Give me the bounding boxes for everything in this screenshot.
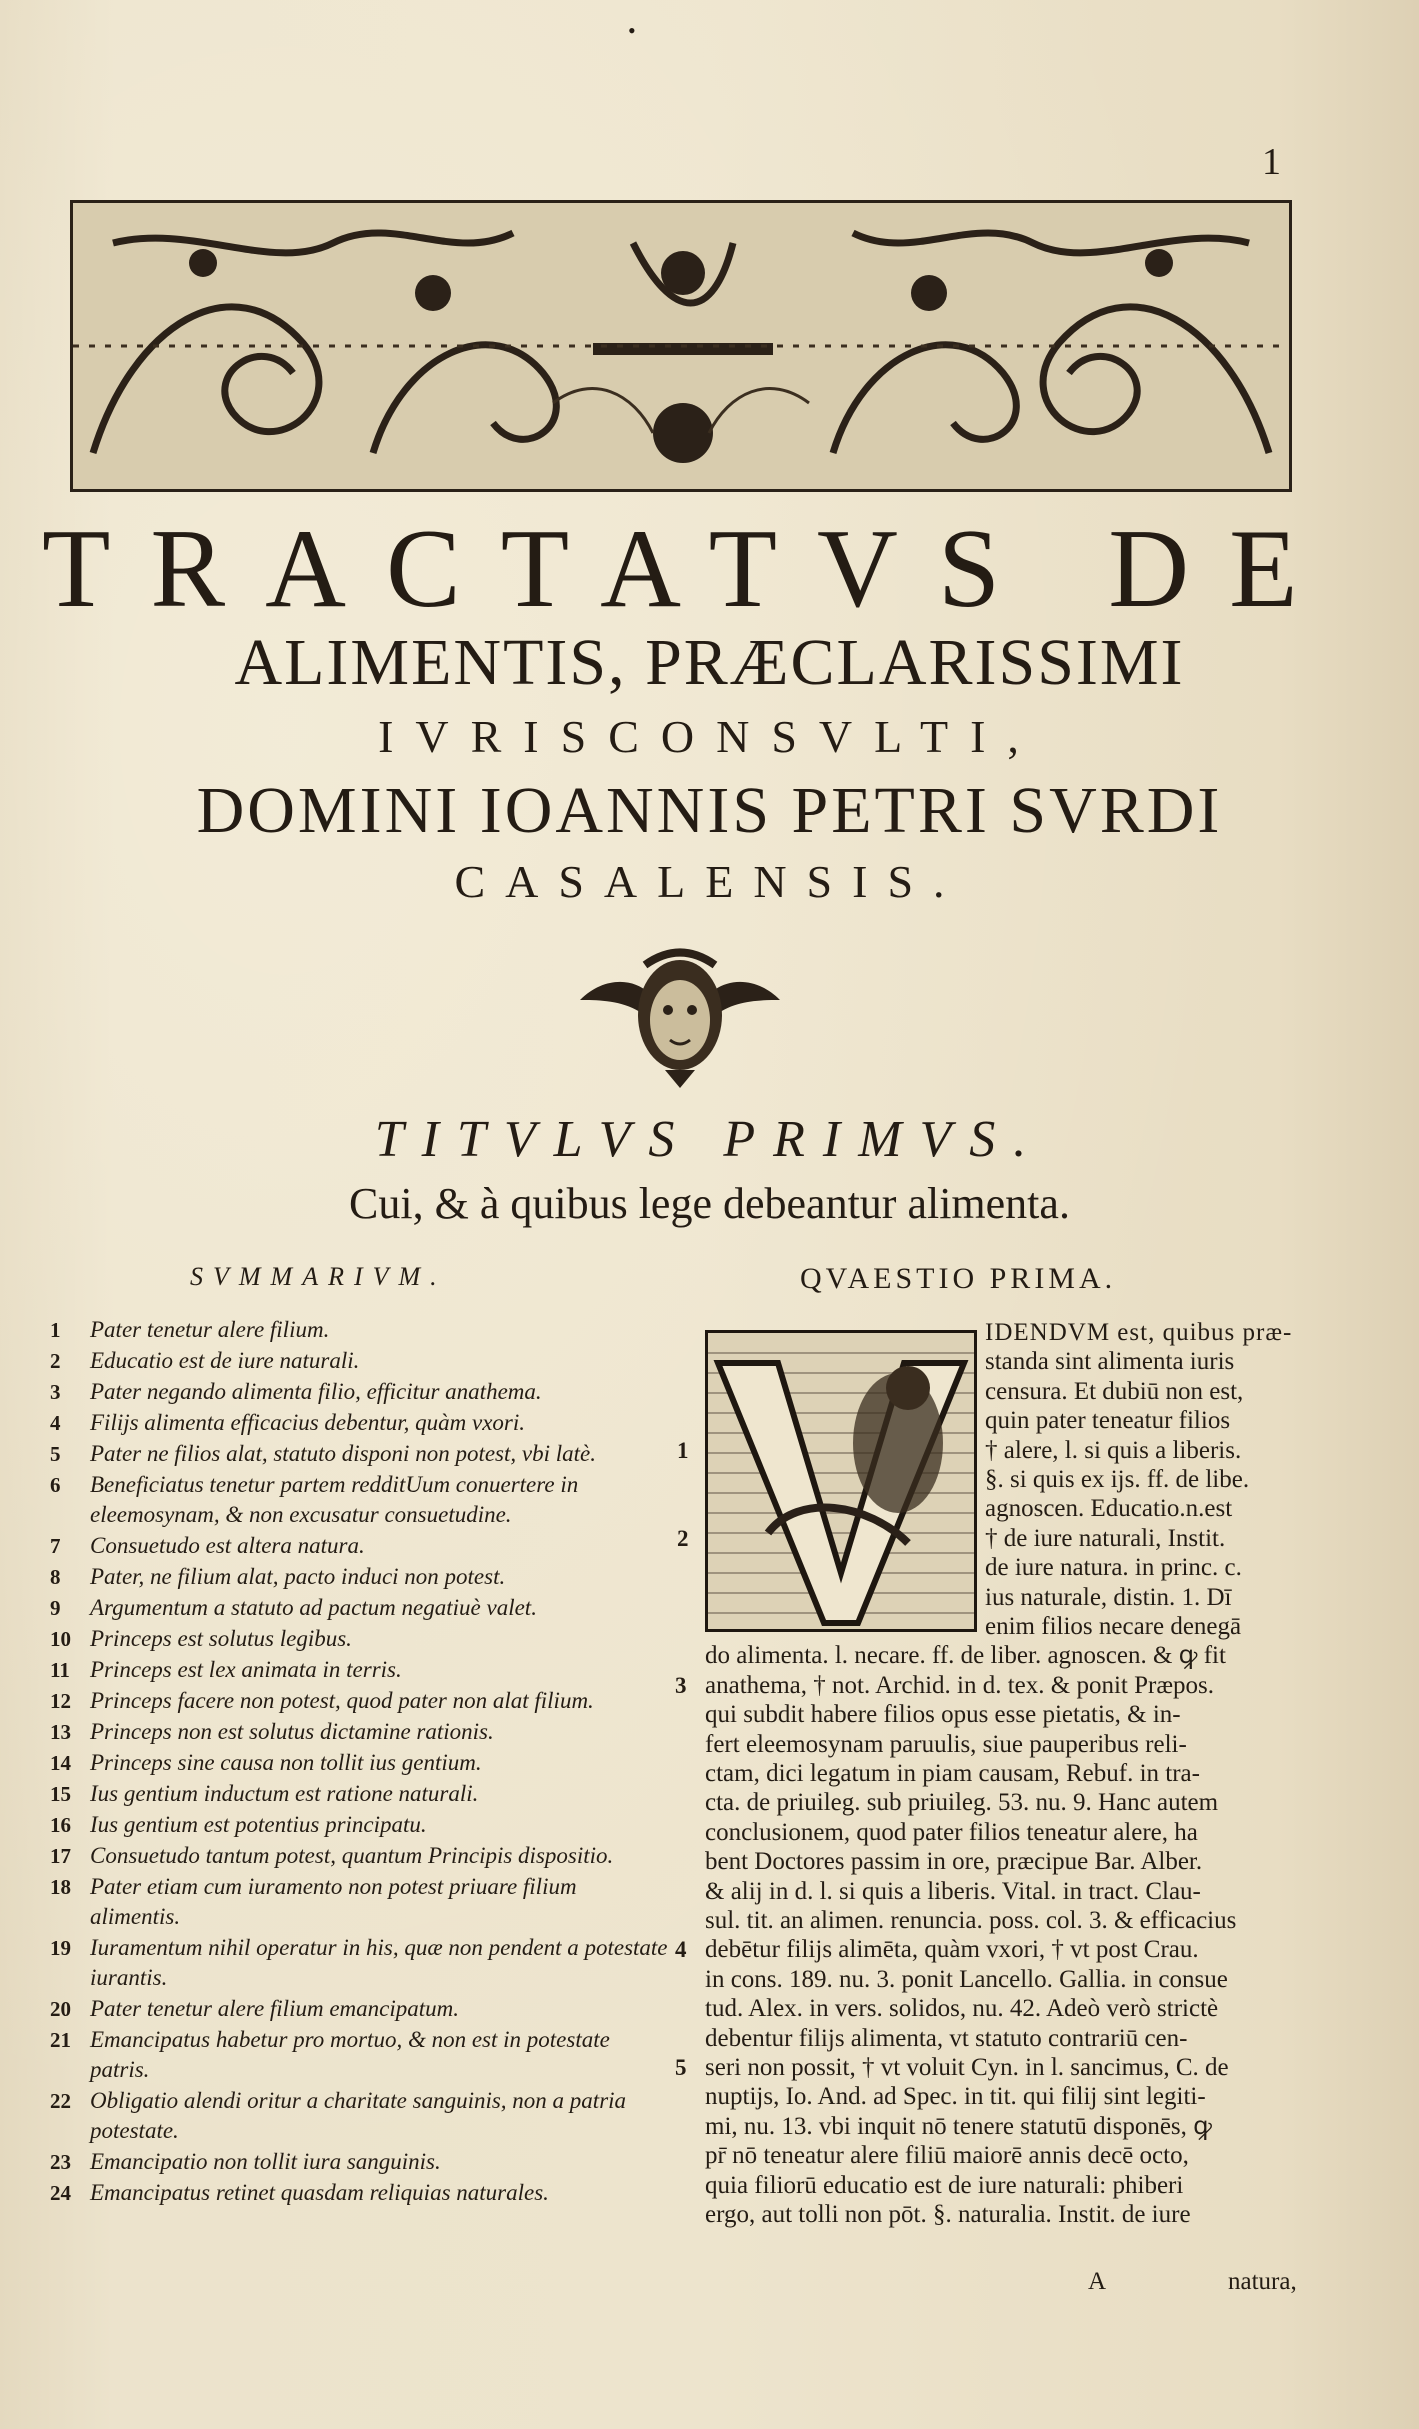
body-text-line: §. si quis ex ijs. ff. de libe. xyxy=(985,1466,1250,1493)
body-text-line: anathema, † not. Archid. in d. tex. & ponit Præpos. xyxy=(705,1671,1214,1699)
summary-item xyxy=(50,2086,670,2146)
body-text-line: ctam, dici legatum in piam causam, Rebuf. in tra- xyxy=(705,1760,1200,1787)
summary-item xyxy=(50,2178,670,2208)
summary-item-text: Ius gentium est potentius principatu. xyxy=(90,1812,427,1837)
summary-item-text: Emancipatus habetur pro mortuo, & non est in potestate patris. xyxy=(90,2027,610,2082)
body-text-line: † de iure naturali, Instit. xyxy=(985,1524,1226,1552)
summary-item-number: 10 xyxy=(50,1627,71,1651)
body-text-line: debentur filijs alimenta, vt statuto contrariū cen- xyxy=(705,2024,1188,2052)
body-text-line: conclusionem, quod pater filios teneatur alere, ha xyxy=(705,1818,1198,1846)
summary-item-text: Princeps est lex animata in terris. xyxy=(90,1657,402,1682)
summary-item-number: 3 xyxy=(50,1380,61,1404)
catchword: natura, xyxy=(1228,2268,1297,2295)
summary-item-text: Argumentum a statuto ad pactum negatiuè valet. xyxy=(90,1595,537,1620)
title-line-1: TRACTATVS DE xyxy=(42,507,1338,631)
summarium-heading: SVMMARIVM. xyxy=(190,1262,447,1291)
quaestio-heading: QVAESTIO PRIMA. xyxy=(800,1262,1117,1295)
summary-item xyxy=(50,1994,670,2024)
summary-item xyxy=(50,1439,670,1469)
summary-item-number: 2 xyxy=(50,1349,61,1373)
summary-item xyxy=(50,1531,670,1561)
summary-item xyxy=(50,2147,670,2177)
body-text-line: seri non possit, † vt voluit Cyn. in l. sancimus, C. de xyxy=(705,2054,1229,2081)
summary-item xyxy=(50,2025,670,2085)
summary-item-number: 14 xyxy=(50,1751,71,1775)
body-text-line: IDENDVM est, quibus præ- xyxy=(985,1319,1293,1346)
body-text-line: bent Doctores passim in ore, præcipue Bar. Alber. xyxy=(705,1848,1203,1876)
body-text-line: in cons. 189. nu. 3. ponit Lancello. Gallia. in consue xyxy=(705,1965,1228,1993)
margin-note-number: 1 xyxy=(677,1437,689,1463)
page-mark: • xyxy=(628,18,636,43)
title-line-4: DOMINI IOANNIS PETRI SVRDI xyxy=(196,774,1223,847)
summary-item xyxy=(50,1779,670,1809)
woodcut-initial-v-icon xyxy=(705,1330,977,1632)
summary-item-text: Emancipatus retinet quasdam reliquias naturales. xyxy=(90,2180,549,2205)
signature-mark: A xyxy=(1088,2268,1107,2295)
summary-item-number: 1 xyxy=(50,1318,61,1342)
summary-item-text: Pater tenetur alere filium emancipatum. xyxy=(90,1996,459,2021)
summary-item xyxy=(50,1346,670,1376)
summary-item xyxy=(50,1470,670,1530)
summary-item-text: Emancipatio non tollit iura sanguinis. xyxy=(90,2149,441,2174)
summary-item xyxy=(50,1593,670,1623)
body-text-line: censura. Et dubiū non est, xyxy=(985,1377,1244,1405)
summary-item xyxy=(50,1624,670,1654)
body-text-line: do alimenta. l. necare. ff. de liber. agnoscen. & ꝙ fit xyxy=(705,1642,1226,1670)
body-text-line: quia filiorū educatio est de iure naturali: phiberi xyxy=(705,2171,1184,2199)
titulus-subtitle: Cui, & à quibus lege debeantur alimenta. xyxy=(349,1179,1070,1228)
summary-item xyxy=(50,1686,670,1716)
summary-item-number: 13 xyxy=(50,1720,71,1744)
summary-item-number: 17 xyxy=(50,1844,71,1868)
body-text-line: standa sint alimenta iuris xyxy=(985,1348,1235,1376)
summary-item xyxy=(50,1841,670,1871)
summary-item-number: 16 xyxy=(50,1813,71,1837)
summary-item-number: 4 xyxy=(50,1411,61,1435)
summary-item-number: 7 xyxy=(50,1534,61,1558)
summary-item-text: Pater negando alimenta filio, efficitur anathema. xyxy=(90,1379,542,1404)
summary-item-number: 11 xyxy=(50,1658,70,1682)
summary-item-text: Obligatio alendi oritur a charitate sanguinis, non a patria potestate. xyxy=(90,2088,627,2143)
summary-item xyxy=(50,1377,670,1407)
title-line-3: IVRISCONSVLTI, xyxy=(378,711,1041,762)
body-text-line: enim filios necare denegā xyxy=(985,1613,1242,1640)
body-text-line: mi, nu. 13. vbi inquit nō tenere statutū disponēs, ꝙ xyxy=(705,2112,1212,2140)
body-text-line: ius naturale, distin. 1. Dī xyxy=(985,1583,1232,1611)
summary-item-number: 23 xyxy=(50,2150,71,2174)
summary-item-text: Pater, ne filium alat, pacto induci non potest. xyxy=(90,1564,506,1589)
summary-item-number: 9 xyxy=(50,1596,61,1620)
body-text-line: pr̄ nō teneatur alere filiū maiorē annis decē octo, xyxy=(705,2142,1189,2170)
summary-item xyxy=(50,1315,670,1345)
summary-item-number: 15 xyxy=(50,1782,71,1806)
ornamental-headpiece-icon xyxy=(70,200,1292,492)
body-text-line: & alij in d. l. si quis a liberis. Vital. in tract. Clau- xyxy=(705,1877,1201,1905)
summary-item xyxy=(50,1408,670,1438)
summary-item xyxy=(50,1933,670,1993)
summary-item-number: 8 xyxy=(50,1565,61,1589)
body-text-line: nuptijs, Io. And. ad Spec. in tit. qui filij sint legiti- xyxy=(705,2083,1206,2111)
summary-item-text: Pater etiam cum iuramento non potest priuare filium alimentis. xyxy=(90,1874,577,1929)
summary-item-number: 18 xyxy=(50,1875,71,1899)
summary-item-text: Princeps est solutus legibus. xyxy=(90,1626,352,1651)
title-line-5: CASALENSIS. xyxy=(454,856,965,907)
margin-note-number: 2 xyxy=(677,1525,689,1551)
summary-item xyxy=(50,1717,670,1747)
title-line-2: ALIMENTIS, PRÆCLARISSIMI xyxy=(234,626,1185,699)
body-text-line: cta. de priuileg. sub priuileg. 53. nu. 9. Hanc autem xyxy=(705,1789,1219,1817)
summary-item-text: Princeps sine causa non tollit ius gentium. xyxy=(90,1750,482,1775)
summary-item-number: 21 xyxy=(50,2028,71,2052)
margin-note-number: 4 xyxy=(675,1937,687,1963)
summary-item xyxy=(50,1872,670,1932)
summary-item xyxy=(50,1810,670,1840)
summary-list xyxy=(50,1315,670,2209)
body-text-line: debētur filijs alimēta, quàm vxori, † vt post Crau. xyxy=(705,1936,1199,1964)
folio-number: 1 xyxy=(1262,141,1281,183)
margin-note-number: 3 xyxy=(675,1672,687,1698)
summary-item xyxy=(50,1562,670,1592)
summary-item-text: Iuramentum nihil operatur in his, quæ non pendent a potestate iurantis. xyxy=(90,1935,668,1990)
summary-item-text: Educatio est de iure naturali. xyxy=(90,1348,360,1373)
titulus-heading: TITVLVS PRIMVS. xyxy=(374,1111,1045,1168)
summary-item-text: Beneficiatus tenetur partem redditUum conuertere in eleemosynam, & non excusatur consuetudine. xyxy=(90,1472,579,1527)
body-text-line: sul. tit. an alimen. renuncia. poss. col. 3. & efficacius xyxy=(705,1907,1237,1934)
summary-item-text: Ius gentium inductum est ratione naturali. xyxy=(90,1781,479,1806)
summary-item xyxy=(50,1655,670,1685)
summary-item-number: 12 xyxy=(50,1689,71,1713)
summary-item-text: Pater tenetur alere filium. xyxy=(90,1317,330,1342)
body-text-line: de iure natura. in princ. c. xyxy=(985,1554,1242,1582)
summary-item-text: Filijs alimenta efficacius debentur, quàm vxori. xyxy=(90,1410,526,1435)
summary-item-text: Pater ne filios alat, statuto disponi non potest, vbi latè. xyxy=(90,1441,596,1466)
body-text-line: tud. Alex. in vers. solidos, nu. 42. Adeò verò strictè xyxy=(705,1995,1219,2023)
grotesque-mask-icon xyxy=(570,940,790,1090)
summary-item xyxy=(50,1748,670,1778)
summary-item-number: 19 xyxy=(50,1936,71,1960)
summary-item-text: Princeps facere non potest, quod pater non alat filium. xyxy=(90,1688,594,1713)
body-text-line: qui subdit habere filios opus esse pietatis, & in- xyxy=(705,1701,1181,1729)
summary-item-number: 22 xyxy=(50,2089,71,2113)
summary-item-text: Consuetudo tantum potest, quantum Principis dispositio. xyxy=(90,1843,614,1868)
body-text-line: quin pater teneatur filios xyxy=(985,1407,1231,1435)
summary-item-number: 20 xyxy=(50,1997,71,2021)
body-text-line: ergo, aut tolli non pōt. §. naturalia. Instit. de iure xyxy=(705,2201,1191,2228)
body-text-line: agnoscen. Educatio.n.est xyxy=(985,1495,1233,1523)
body-text-line: fert eleemosynam paruulis, siue pauperibus reli- xyxy=(705,1730,1187,1758)
summary-item-text: Consuetudo est altera natura. xyxy=(90,1533,365,1558)
summary-item-number: 5 xyxy=(50,1442,61,1466)
summary-item-number: 6 xyxy=(50,1473,61,1497)
summary-item-number: 24 xyxy=(50,2181,71,2205)
body-text-line: † alere, l. si quis a liberis. xyxy=(985,1436,1242,1464)
summary-item-text: Princeps non est solutus dictamine rationis. xyxy=(90,1719,494,1744)
margin-note-number: 5 xyxy=(675,2055,687,2080)
